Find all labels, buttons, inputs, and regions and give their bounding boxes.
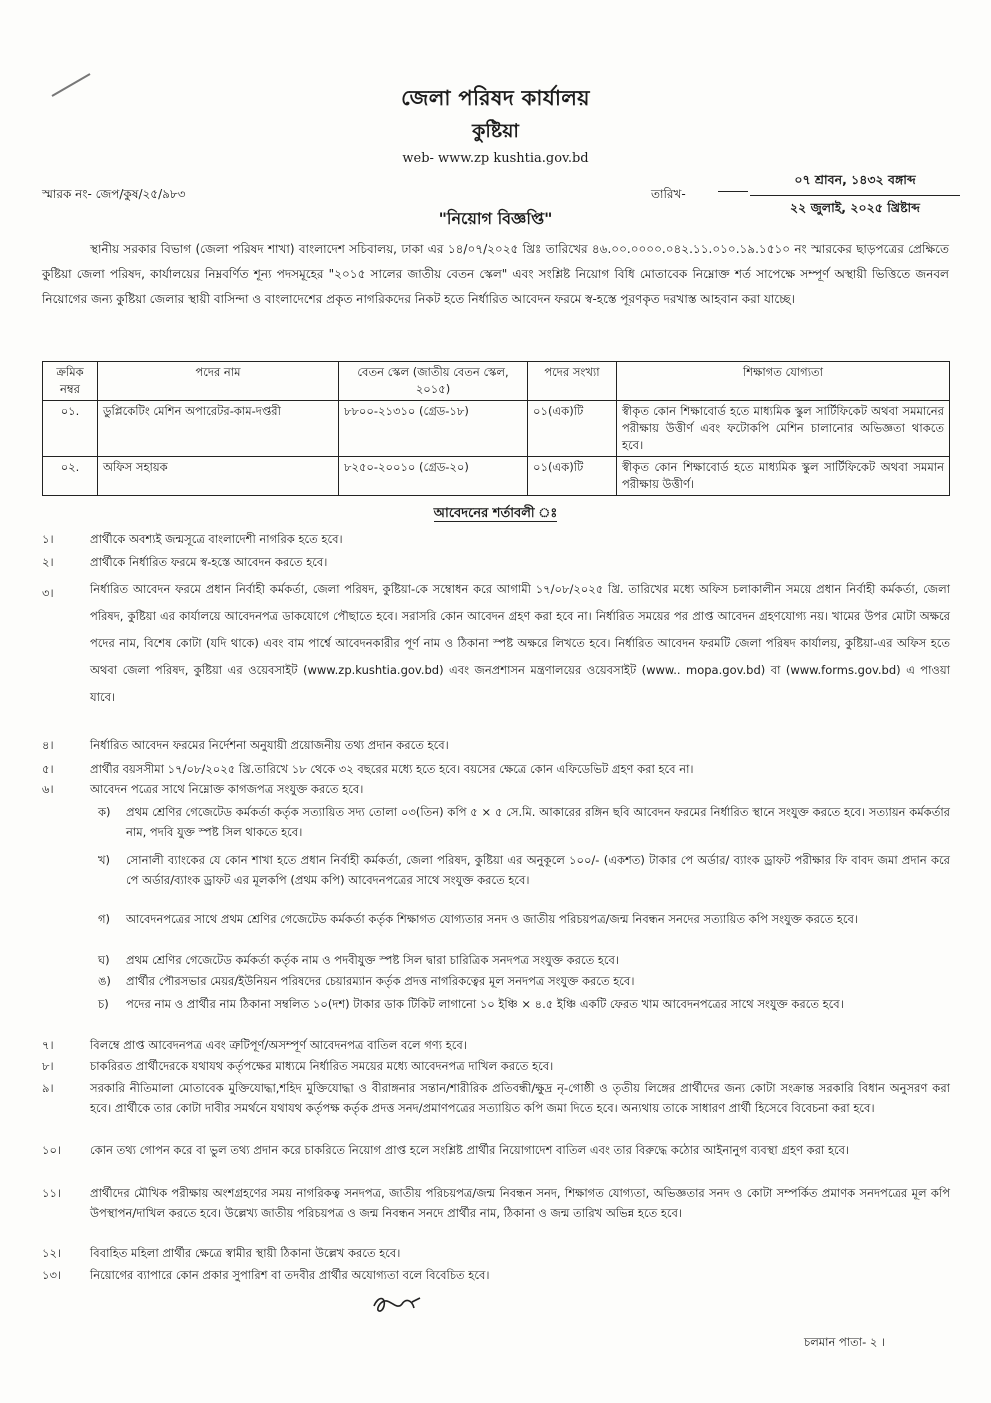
district-title: কুষ্টিয়া — [472, 120, 519, 142]
condition-number: ৫। — [42, 762, 54, 776]
row-serial: ০১. — [43, 401, 98, 457]
condition-item — [42, 1078, 950, 1118]
row-count: ০১(এক)টি — [528, 401, 617, 457]
condition-number: ৭। — [42, 1038, 54, 1052]
table-header-row — [43, 362, 950, 401]
condition-text: সরকারি নীতিমালা মোতাবেক মুক্তিযোদ্ধা,শহিদ মুক্তিযোদ্ধা ও বীরাঙ্গনার সন্তান/শারীরিক প্রতিবন্ধী/ক্ষুদ্র নৃ-গোষ্ঠী ও তৃতীয় লিঙ্গের প্রার্থীদের জন্য কোটা সংক্রান্ত সরকারি বিধান অনুসরণ করা হবে। প্রার্থীকে তার কোটা দাবীর সমর্থনে যথাযথ কর্তৃপক্ষ কর্তৃক প্রদত্ত সনদ/প্রমাণপত্রের সত্যায়িত কপি জমা দিতে হবে। অন্যথায় তাকে সাধারণ প্রার্থী হিসেবে বিবেচনা করা হবে। — [90, 1081, 950, 1115]
condition-item — [42, 530, 950, 548]
col-scale: বেতন স্কেল (জাতীয় বেতন স্কেল, ২০১৫) — [339, 362, 528, 401]
table-row — [43, 457, 950, 496]
sub-item-label: ক) — [98, 805, 111, 819]
row-qualification: স্বীকৃত কোন শিক্ষাবোর্ড হতে মাধ্যমিক স্কুল সার্টিফিকেট অথবা সমমানের পরীক্ষায় উত্তীর্ণ এবং ফটোকপি মেশিন চালানোর অভিজ্ঞতা থাকতে হবে। — [617, 401, 950, 457]
sub-item-text: আবেদনপত্রের সাথে প্রথম শ্রেণির গেজেটেড কর্মকর্তা কর্তৃক শিক্ষাগত যোগ্যতার সনদ ও জাতীয় পরিচয়পত্র/জন্ম নিবন্ধন সনদের সত্যায়িত কপি সংযুক্ত করতে হবে। — [126, 912, 858, 926]
condition-item — [42, 736, 950, 754]
condition-text: নিয়োগের ব্যাপারে কোন প্রকার সুপারিশ বা তদবীর প্রার্থীর অযোগ্যতা বলে বিবেচিত হবে। — [90, 1268, 490, 1282]
row-post: অফিস সহায়ক — [98, 457, 339, 496]
condition-item — [42, 1266, 950, 1284]
condition-text: নির্ধারিত আবেদন ফরমে প্রধান নির্বাহী কর্মকর্তা, জেলা পরিষদ, কুষ্টিয়া-কে সম্বোধন করে আগামী ১৭/০৮/২০২৫ খ্রি. তারিখের মধ্যে অফিস চলাকালীন সময়ে প্রধান নির্বাহী কর্মকর্তা, জেলা পরিষদ, কুষ্টিয়া এর কার্যালয়ে আবেদনপত্র ডাকযোগে পৌছাতে হবে। সরাসরি কোন আবেদন গ্রহণ করা হবে না। নির্ধারিত সময়ের পর প্রাপ্ত আবেদন গ্রহণযোগ্য নয়। খামের উপর মোটা অক্ষরে পদের নাম, বিশেষ কোটা (যদি থাকে) এবং বাম পার্শ্বে আবেদনকারীর পূর্ণ নাম ও ঠিকানা স্পষ্ট অক্ষরে লিখতে হবে। নির্ধারিত আবেদন ফরমটি জেলা পরিষদ কার্যালয়, কুষ্টিয়া-এর অফিস হতে অথবা জেলা পরিষদ, কুষ্টিয়া এর ওয়েবসাইট (www.zp.kushtia.gov.bd) এবং জনপ্রশাসন মন্ত্রণালয়ের ওয়েবসাইট (www.. mopa.gov.bd) বা (www.forms.gov.bd) এ পাওয়া যাবে। — [90, 582, 950, 704]
condition-text: প্রার্থীকে নির্ধারিত ফরমে স্ব-হস্তে আবেদন করতে হবে। — [90, 555, 328, 569]
condition-number: ৮। — [42, 1059, 54, 1073]
condition-item — [42, 1036, 950, 1054]
row-post: ডুপ্লিকেটিং মেশিন অপারেটর-কাম-দপ্তরী — [98, 401, 339, 457]
condition-item — [42, 576, 950, 711]
sub-item-text: প্রথম শ্রেণির গেজেটেড কর্মকর্তা কর্তৃক সত্যায়িত সদ্য তোলা ০৩(তিন) কপি ৫ × ৫ সে.মি. আকারের রঙ্গিন ছবি আবেদন ফরমের নির্ধারিত স্থানে সংযুক্ত করতে হবে। সত্যায়ন কর্মকর্তার নাম, পদবি যুক্ত স্পষ্ট সিল থাকতে হবে। — [126, 805, 950, 839]
condition-item — [42, 760, 950, 778]
sub-item — [42, 909, 950, 929]
page-continuation: চলমান পাতা- ২ । — [804, 1335, 886, 1349]
condition-text: নির্ধারিত আবেদন ফরমের নির্দেশনা অনুযায়ী প্রয়োজনীয় তথ্য প্রদান করতে হবে। — [90, 738, 449, 752]
condition-number: ১২। — [42, 1246, 62, 1260]
row-serial: ০২. — [43, 457, 98, 496]
sub-item — [42, 972, 950, 990]
condition-text: কোন তথ্য গোপন করে বা ভুল তথ্য প্রদান করে চাকরিতে নিয়োগ প্রাপ্ত হলে সংশ্লিষ্ট প্রার্থীর নিয়োগাদেশ বাতিল এবং তার বিরুদ্ধে কঠোর আইনানুগ ব্যবস্থা গ্রহণ করা হবে। — [90, 1143, 850, 1157]
sub-item-label: ঙ) — [98, 974, 111, 988]
posts-table — [42, 361, 950, 496]
sub-item-text: প্রথম শ্রেণির গেজেটেড কর্মকর্তা কর্তৃক নাম ও পদবীযুক্ত স্পষ্ট সিল দ্বারা চারিত্রিক সনদপত্র সংযুক্ত করতে হবে। — [126, 953, 620, 967]
signature-mark — [368, 1288, 428, 1318]
condition-number: ৬। — [42, 782, 54, 796]
col-serial: ক্রমিক নম্বর — [43, 362, 98, 401]
condition-text: বিবাহিত মহিলা প্রার্থীর ক্ষেত্রে স্বামীর স্থায়ী ঠিকানা উল্লেখ করতে হবে। — [90, 1246, 401, 1260]
condition-text: প্রার্থীর বয়সসীমা ১৭/০৮/২০২৫ খ্রি.তারিখে ১৮ থেকে ৩২ বছরের মধ্যে হতে হবে। বয়সের ক্ষেত্রে কোন এফিডেভিট গ্রহণ করা হবে না। — [90, 762, 694, 776]
conditions-title: আবেদনের শর্তাবলী ঃ — [433, 506, 558, 521]
condition-number: ২। — [42, 555, 54, 569]
condition-item — [42, 1244, 950, 1262]
sub-item-text: সোনালী ব্যাংকের যে কোন শাখা হতে প্রধান নির্বাহী কর্মকর্তা, জেলা পরিষদ, কুষ্টিয়া এর অনুকূলে ১০০/- (একশত) টাকার পে অর্ডার/ ব্যাংক ড্রাফট পরীক্ষার ফি বাবদ জমা প্রদান করে পে অর্ডার/ব্যাংক ড্রাফট এর মূলকপি (প্রথম কপি) আবেদনপত্রের সাথে সংযুক্ত করতে হবে। — [126, 853, 950, 887]
sub-item-label: ঘ) — [98, 953, 110, 967]
condition-number: ৯। — [42, 1081, 54, 1095]
condition-number: ১১। — [42, 1186, 62, 1200]
sub-item — [42, 850, 950, 890]
date-bangla: ০৭ শ্রাবন, ১৪৩২ বঙ্গাব্দ — [750, 172, 960, 196]
website-line: web- www.zp kushtia.gov.bd — [402, 151, 589, 166]
condition-number: ৪। — [42, 738, 54, 752]
condition-text: প্রার্থীকে অবশ্যই জন্মসূত্রে বাংলাদেশী নাগরিক হতে হবে। — [90, 532, 343, 546]
date-english: ২২ জুলাই, ২০২৫ খ্রিষ্টাব্দ — [790, 200, 920, 215]
condition-text: আবেদন পত্রের সাথে নিম্নোক্ত কাগজপত্র সংযুক্ত করতে হবে। — [90, 782, 364, 796]
memo-number: স্মারক নং- জেপ/কুষ/২৫/৯৮৩ — [42, 187, 186, 201]
condition-item — [42, 1140, 950, 1160]
sub-item — [42, 951, 950, 969]
sub-item-label: খ) — [98, 853, 111, 867]
sub-item-label: গ) — [98, 912, 111, 926]
condition-item — [42, 1183, 950, 1223]
condition-item — [42, 780, 950, 798]
condition-number: ১৩। — [42, 1268, 62, 1282]
condition-number: ১০। — [42, 1143, 62, 1157]
sub-item-text: পদের নাম ও প্রার্থীর নাম ঠিকানা সম্বলিত ১০(দশ) টাকার ডাক টিকিট লাগানো ১০ ইঞ্চি × ৪.৫ ইঞ্চি একটি ফেরত খাম আবেদনপত্রের সাথে সংযুক্ত করতে হবে। — [126, 997, 844, 1011]
condition-text: প্রার্থীদের মৌখিক পরীক্ষায় অংশগ্রহণের সময় নাগরিকত্ব সনদপত্র, জাতীয় পরিচয়পত্র/জন্ম নিবন্ধন সনদ, শিক্ষাগত যোগ্যতা, অভিজ্ঞতার সনদ ও কোটা সম্পর্কিত প্রমাণক সনদপত্রের মূল কপি উপস্থাপন/দাখিল করতে হবে। উল্লেখ্য জাতীয় পরিচয়পত্র ও জন্ম নিবন্ধন সনদে প্রার্থীর নাম, ঠিকানা ও জন্ম তারিখ অভিন্ন হতে হবে। — [90, 1186, 950, 1220]
condition-text: বিলম্বে প্রাপ্ত আবেদনপত্র এবং ত্রুটিপূর্ণ/অসম্পূর্ণ আবেদনপত্র বাতিল বলে গণ্য হবে। — [90, 1038, 467, 1052]
date-label: তারিখ- — [651, 187, 686, 201]
sub-item-label: চ) — [98, 997, 109, 1011]
sub-item — [42, 994, 950, 1014]
sub-item — [42, 802, 950, 842]
row-scale: ৮২৫০-২০০১০ (গ্রেড-২০) — [339, 457, 528, 496]
date-divider — [718, 191, 748, 192]
office-title: জেলা পরিষদ কার্যালয় — [401, 86, 590, 110]
intro-paragraph: স্থানীয় সরকার বিভাগ (জেলা পরিষদ শাখা) বাংলাদেশ সচিবালয়, ঢাকা এর ১৪/০৭/২০২৫ খ্রিঃ তারিখের ৪৬.০০.০০০০.০৪২.১১.০১০.১৯.১৫১০ নং স্মারকের ছাড়পত্রের প্রেক্ষিতে কুষ্টিয়া জেলা পরিষদ, কার্যালয়ের নিম্নবর্ণিত শূন্য পদসমূহের "২০১৫ সালের জাতীয় বেতন স্কেল" এবং সংশ্লিষ্ট নিয়োগ বিধি মোতাবেক নিম্নোক্ত শর্ত সাপেক্ষে সম্পূর্ণ অস্থায়ী ভিত্তিতে জনবল নিয়োগের জন্য কুষ্টিয়া জেলার স্থায়ী বাসিন্দা ও বাংলাদেশের প্রকৃত নাগরিকদের নিকট হতে নির্ধারিত আবেদন ফরমে স্ব-হস্তে পূরণকৃত দরখাস্ত আহবান করা যাচ্ছে। — [42, 242, 949, 306]
sub-item-text: প্রার্থীর পৌরসভার মেয়র/ইউনিয়ন পরিষদের চেয়ারম্যান কর্তৃক প্রদত্ত নাগরিকত্বের মূল সনদপত্র সংযুক্ত করতে হবে। — [126, 974, 635, 988]
condition-item — [42, 1057, 950, 1075]
condition-number: ১। — [42, 532, 54, 546]
notice-title: "নিয়োগ বিজ্ঞপ্তি" — [438, 209, 553, 228]
condition-text: চাকরিরত প্রার্থীদেরকে যথাযথ কর্তৃপক্ষের মাধ্যমে নির্ধারিত সময়ের মধ্যে আবেদনপত্র দাখিল করতে হবে। — [90, 1059, 554, 1073]
row-qualification: স্বীকৃত কোন শিক্ষাবোর্ড হতে মাধ্যমিক স্কুল সার্টিফিকেট অথবা সমমান পরীক্ষায় উত্তীর্ণ। — [617, 457, 950, 496]
table-row — [43, 401, 950, 457]
condition-number: ৩। — [42, 586, 54, 600]
condition-item — [42, 553, 950, 571]
conditions-heading — [0, 504, 991, 525]
col-count: পদের সংখ্যা — [528, 362, 617, 401]
row-count: ০১(এক)টি — [528, 457, 617, 496]
row-scale: ৮৮০০-২১৩১০ (গ্রেড-১৮) — [339, 401, 528, 457]
col-qualification: শিক্ষাগত যোগ্যতা — [617, 362, 950, 401]
col-post: পদের নাম — [98, 362, 339, 401]
